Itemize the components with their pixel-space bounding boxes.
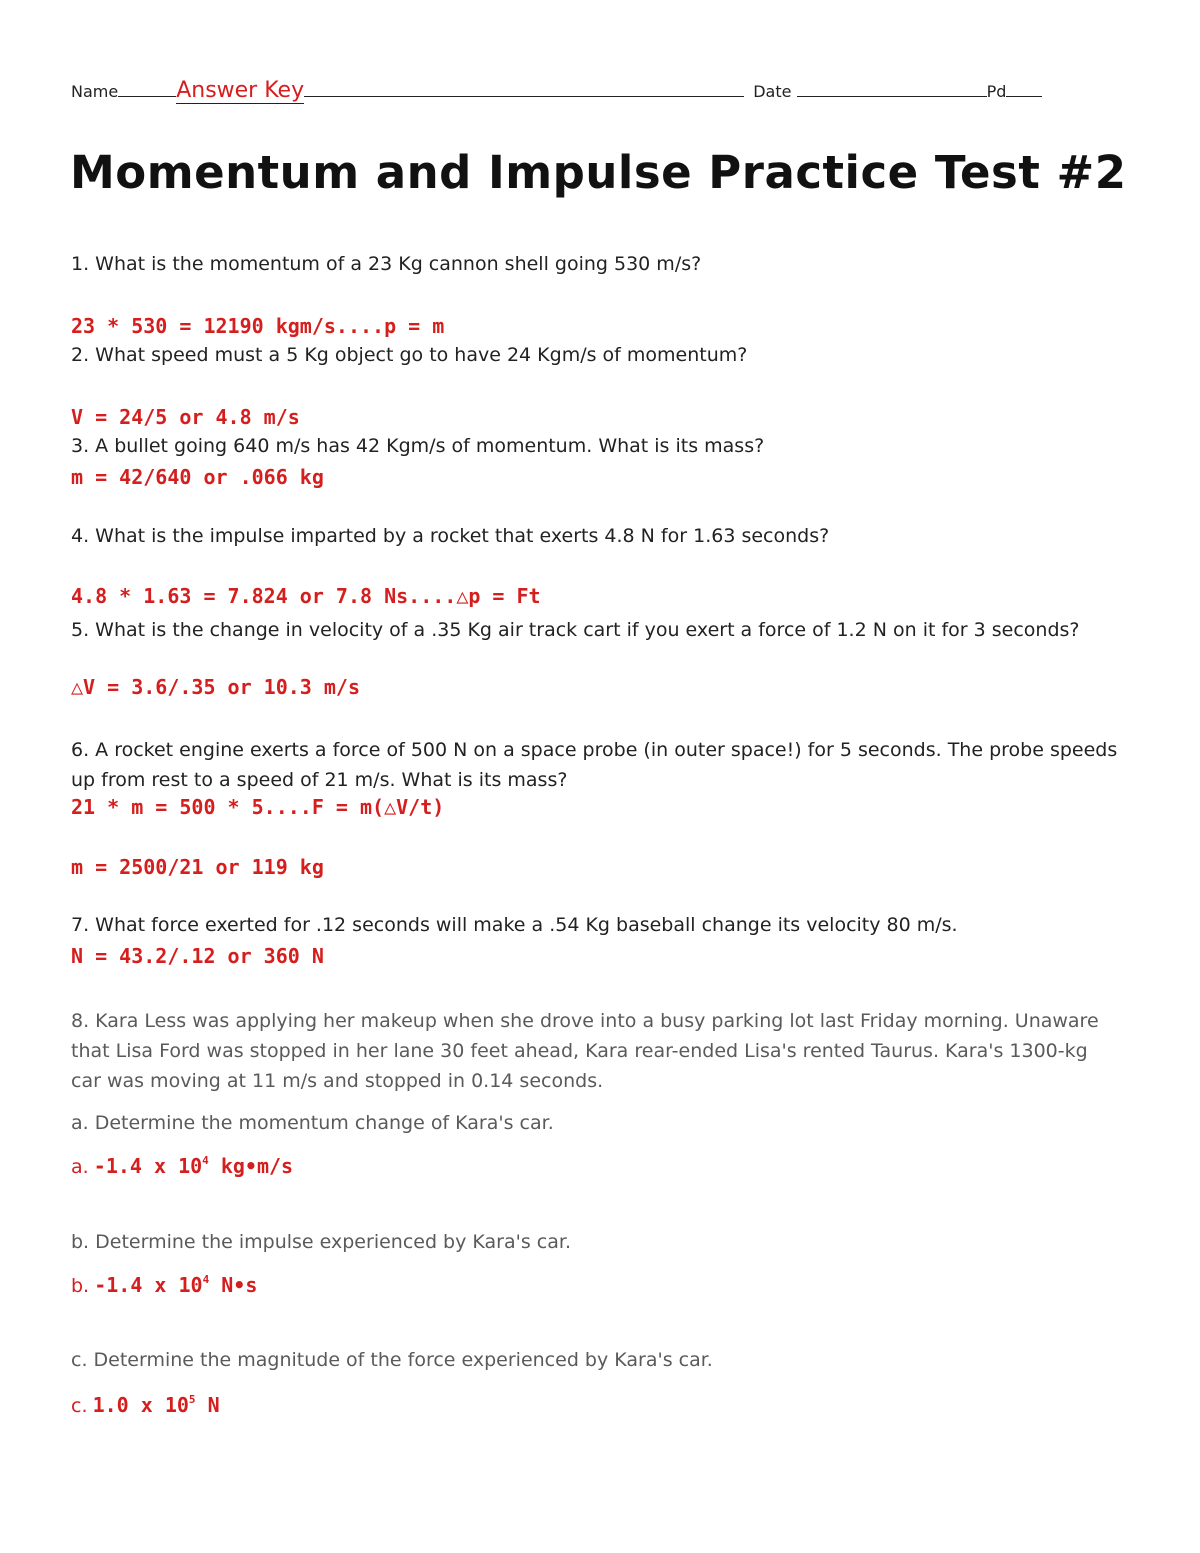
answer-8b-exp: 4: [202, 1273, 210, 1286]
question-2: 2. What speed must a 5 Kg object go to have 24 Kgm/s of momentum?: [71, 344, 748, 366]
answer-8c-unit: N: [195, 1393, 220, 1417]
question-5: 5. What is the change in velocity of a .35 Kg air track cart if you exert a force of 1.2 N on it for 3 seconds?: [71, 619, 1080, 641]
answer-8b-unit: N•s: [209, 1273, 258, 1297]
answer-7: N = 43.2/.12 or 360 N: [71, 944, 324, 968]
question-8a: a. Determine the momentum change of Kara's car.: [71, 1112, 554, 1134]
answer-8c-prefix: c.: [71, 1395, 88, 1417]
date-label: Date: [753, 82, 792, 101]
question-4: 4. What is the impulse imparted by a rocket that exerts 4.8 N for 1.63 seconds?: [71, 525, 830, 547]
question-8c: c. Determine the magnitude of the force experienced by Kara's car.: [71, 1349, 713, 1371]
answer-8c: [71, 1393, 220, 1417]
page-title: Momentum and Impulse Practice Test #2: [70, 146, 1127, 199]
answer-8a: [71, 1154, 293, 1178]
period-label: Pd: [986, 82, 1007, 101]
answer-5: △V = 3.6/.35 or 10.3 m/s: [71, 675, 360, 699]
header-line: [71, 78, 1042, 104]
question-1: 1. What is the momentum of a 23 Kg cannon shell going 530 m/s?: [71, 253, 702, 275]
answer-8c-exp: 5: [188, 1393, 196, 1406]
answer-6b: m = 2500/21 or 119 kg: [71, 855, 324, 879]
answer-2: V = 24/5 or 4.8 m/s: [71, 405, 300, 429]
answer-8c-main: 1.0 x 10: [92, 1393, 189, 1417]
question-6: 6. A rocket engine exerts a force of 500 N on a space probe (in outer space!) for 5 seconds. The probe speeds up from rest to a speed of 21 m/s. What is its mass?: [71, 739, 1118, 791]
answer-1: 23 * 530 = 12190 kgm/s....p = m: [71, 314, 445, 338]
answer-4: 4.8 * 1.63 = 7.824 or 7.8 Ns....△p = Ft: [71, 584, 541, 608]
question-8b: b. Determine the impulse experienced by Kara's car.: [71, 1231, 571, 1253]
answer-8b-main: -1.4 x 10: [94, 1273, 203, 1297]
question-8: 8. Kara Less was applying her makeup when she drove into a busy parking lot last Friday morning. Unaware that Lisa Ford was stopped in her lane 30 feet ahead, Kara rear-ended Lisa's rented Taurus. Kara's 1300-kg car was moving at 11 m/s and stopped in 0.14 seconds.: [71, 1010, 1099, 1092]
answer-8b: [71, 1273, 257, 1297]
question-7: 7. What force exerted for .12 seconds will make a .54 Kg baseball change its velocity 80 m/s.: [71, 914, 958, 936]
answer-8b-prefix: b.: [71, 1275, 90, 1297]
answer-6a: 21 * m = 500 * 5....F = m(△V/t): [71, 795, 445, 819]
name-label: Name: [71, 82, 119, 101]
name-value: Answer Key: [176, 78, 305, 103]
answer-3: m = 42/640 or .066 kg: [71, 465, 324, 489]
answer-8a-prefix: a.: [71, 1156, 89, 1178]
answer-8a-unit: kg•m/s: [208, 1154, 294, 1178]
answer-8a-main: -1.4 x 10: [93, 1154, 203, 1178]
question-3: 3. A bullet going 640 m/s has 42 Kgm/s of momentum. What is its mass?: [71, 435, 765, 457]
answer-8a-exp: 4: [202, 1154, 209, 1167]
